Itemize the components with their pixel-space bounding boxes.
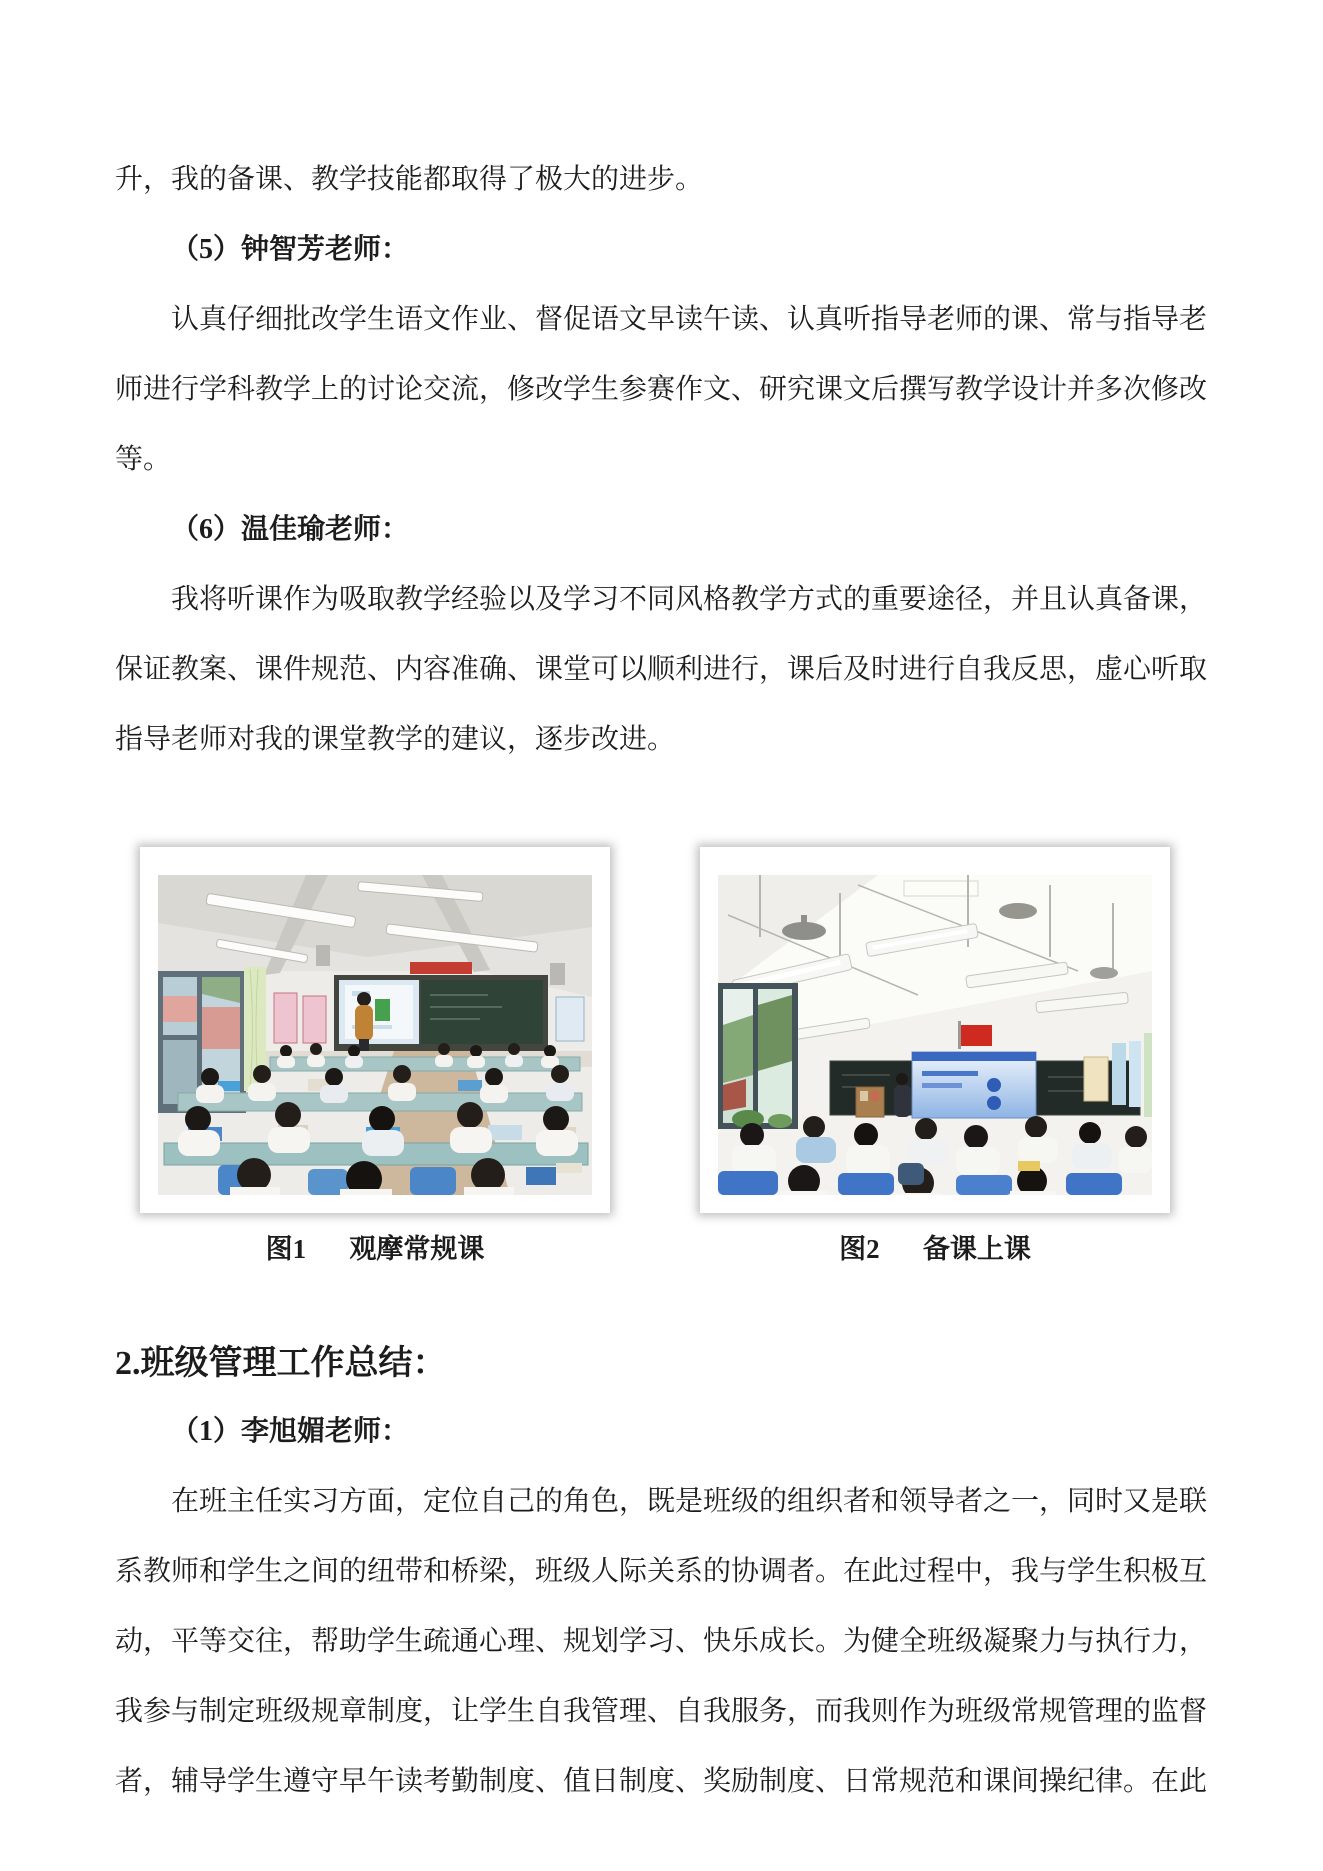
photo-frame-2 xyxy=(700,847,1170,1213)
teacher5-heading: （5）钟智芳老师： xyxy=(171,234,410,265)
page-content xyxy=(115,0,1207,1817)
classroom-observation-photo xyxy=(158,875,592,1195)
captions-row xyxy=(115,1229,1207,1269)
figure2-number: 图2 xyxy=(839,1234,880,1264)
figure1-caption-text: 观摩常规课 xyxy=(349,1234,485,1264)
figure1-caption xyxy=(140,1229,610,1269)
figures-row xyxy=(115,847,1207,1213)
figure2-caption-text: 备课上课 xyxy=(922,1234,1031,1264)
photo-frame-1 xyxy=(140,847,610,1213)
teacher6-paragraph: 我将听课作为吸取教学经验以及学习不同风格教学方式的重要途径，并且认真备课，保证教案、课件规范、内容准确、课堂可以顺利进行，课后及时进行自我反思，虚心听取指导老师对我的课堂教学的建议，逐步改进。 xyxy=(115,584,1208,755)
teacher6-heading: （6）温佳瑜老师： xyxy=(171,514,410,545)
teacher1-class-heading: （1）李旭媚老师： xyxy=(171,1416,410,1447)
figure2-caption xyxy=(700,1229,1170,1269)
section2-heading: 2.班级管理工作总结： xyxy=(115,1345,447,1382)
figure1-number: 图1 xyxy=(265,1234,307,1264)
paragraph-continuation: 升，我的备课、教学技能都取得了极大的进步。 xyxy=(115,164,704,195)
teacher5-paragraph: 认真仔细批改学生语文作业、督促语文早读午读、认真听指导老师的课、常与指导老师进行学科教学上的讨论交流，修改学生参赛作文、研究课文后撰写教学设计并多次修改等。 xyxy=(115,304,1208,475)
lesson-preparation-photo xyxy=(718,875,1152,1195)
teacher1-class-paragraph: 在班主任实习方面，定位自己的角色，既是班级的组织者和领导者之一，同时又是联系教师和学生之间的纽带和桥梁，班级人际关系的协调者。在此过程中，我与学生积极互动，平等交往，帮助学生疏通心理、规划学习、快乐成长。为健全班级凝聚力与执行力，我参与制定班级规章制度，让学生自我管理、自我服务，而我则作为班级常规管理的监督者，辅导学生遵守早午读考勤制度、值日制度、奖励制度、日常规范和课间操纪律。在此 xyxy=(115,1486,1208,1797)
